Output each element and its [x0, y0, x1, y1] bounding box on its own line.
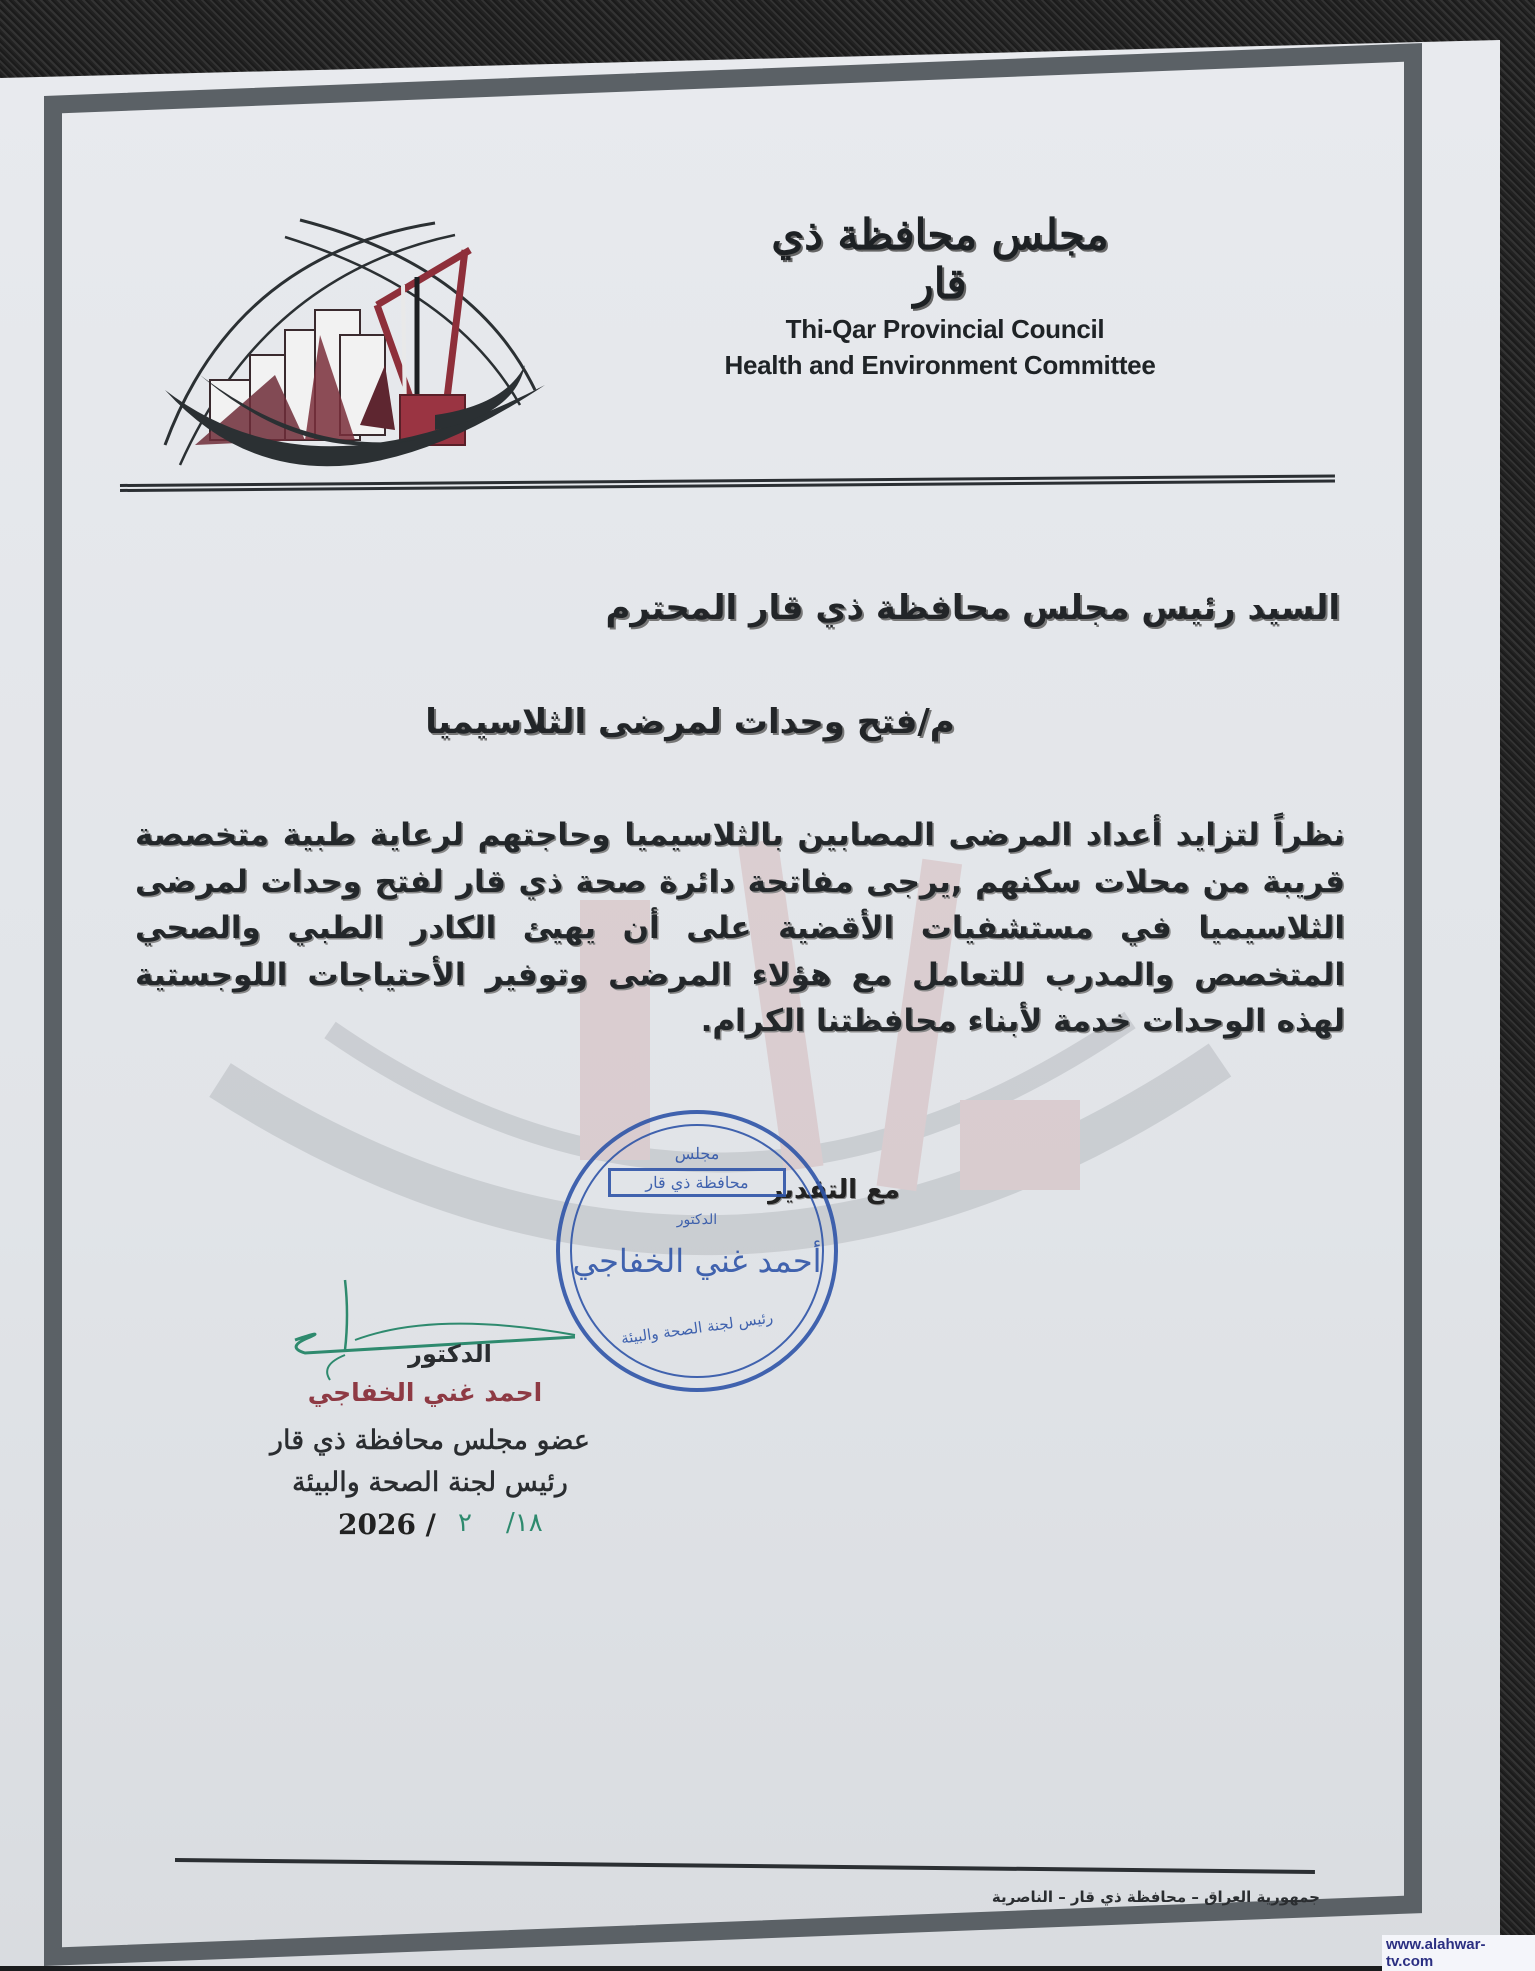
stamp-ring-text: رئيس لجنة الصحة والبيئة: [619, 1308, 775, 1348]
stamp-banner: محافظة ذي قار: [608, 1168, 786, 1197]
letterhead-title-arabic: مجلس محافظة ذي قار: [771, 210, 1109, 308]
council-logo-icon: [155, 215, 555, 485]
date-month: ٢: [458, 1508, 472, 1538]
stamp-title: الدكتور: [676, 1212, 718, 1228]
letter-salutation: السيد رئيس مجلس محافظة ذي قار المحترم: [605, 588, 1340, 628]
footer-address: جمهورية العراق – محافظة ذي قار – الناصرية: [991, 1888, 1320, 1906]
date-day: /١٨: [506, 1508, 543, 1538]
letter-closing: مع التقدير: [768, 1175, 900, 1205]
letter-date: [338, 1508, 578, 1544]
date-year: 2026 /: [338, 1508, 436, 1541]
letterhead-title-english: Thi-Qar Provincial Council: [785, 314, 1105, 344]
handwritten-signature-icon: [285, 1275, 585, 1385]
signatory-position-chair: رئيس لجنة الصحة والبيئة: [292, 1467, 568, 1498]
letter-body: نظراً لتزايد أعداد المرضى المصابين بالثلاسيميا وحاجتهم لرعاية طبية متخصصة قريبة من محلات سكنهم ,يرجى مفاتحة دائرة صحة ذي قار لفتح وحدات لمرضى الثلاسيميا في مستشفيات الأقضية على أن يهيئ الكادر الطبي والصحي المتخصص والمدرب للتعامل مع هؤلاء المرضى وتوفير الأحتياجات اللوجستية لهذه الوحدات خدمة لأبناء محافظتنا الكرام.: [135, 817, 1345, 1039]
stamp-top-text: مجلس: [674, 1144, 720, 1163]
letterhead-committee-name: Health and Environment Committee: [724, 350, 1156, 380]
stamp-name: أحمد غني الخفاجي: [572, 1242, 822, 1280]
signatory-position-member: عضو مجلس محافظة ذي قار: [269, 1425, 591, 1456]
site-watermark-link[interactable]: www.alahwar-tv.com: [1382, 1935, 1535, 1971]
signatory-name: احمد غني الخفاجي: [307, 1378, 543, 1407]
letter-subject: م/فتح وحدات لمرضى الثلاسيميا: [425, 702, 955, 742]
signatory-title: الدكتور: [408, 1340, 492, 1368]
